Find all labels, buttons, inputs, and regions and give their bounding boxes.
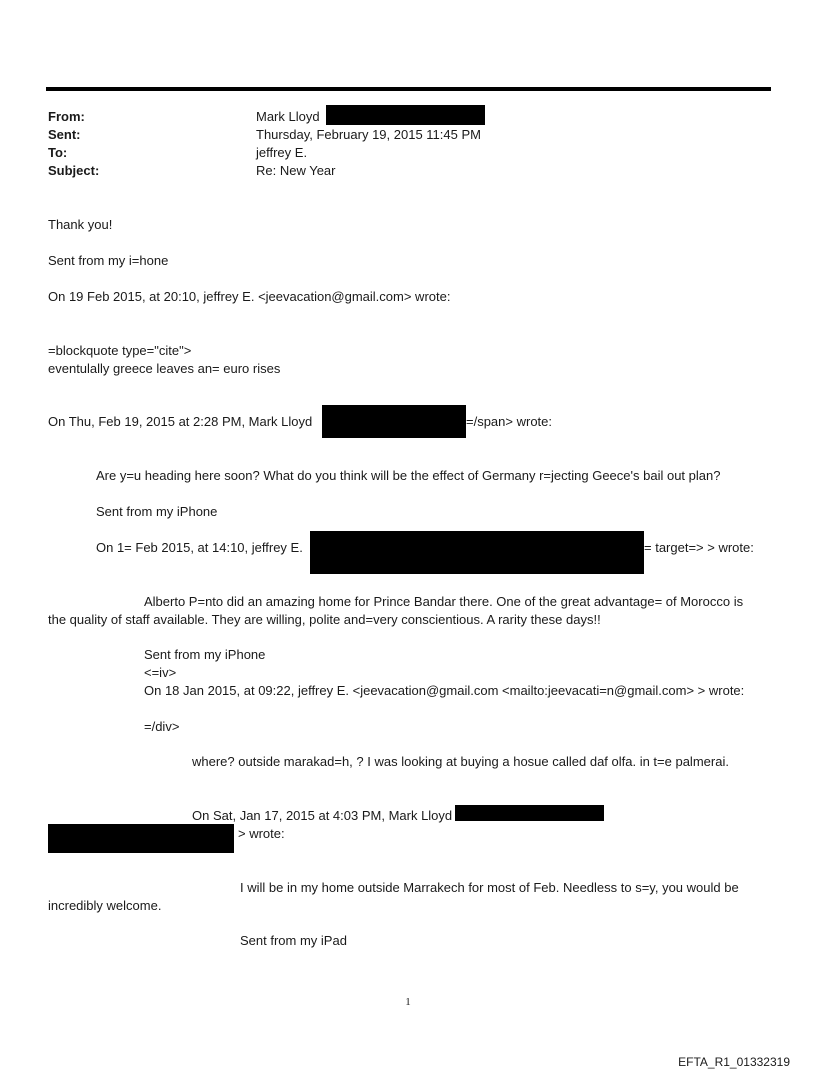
to-label: To:: [48, 145, 68, 160]
body-line: On 18 Jan 2015, at 09:22, jeffrey E. <jeevacation@gmail.com <mailto:jeevacati=n@gmail.com> > wrote:: [144, 683, 745, 698]
redaction-box: [455, 805, 604, 821]
body-line: the quality of staff available. They are willing, polite and=very conscientious. A rarity these days!!: [48, 612, 601, 627]
body-line: =/span> wrote:: [466, 414, 552, 429]
body-line: Alberto P=nto did an amazing home for Prince Bandar there. One of the great advantage= of Morocco is: [144, 594, 744, 609]
sent-label: Sent:: [48, 127, 81, 142]
body-line: <=iv>: [144, 665, 177, 680]
redaction-box: [310, 531, 644, 574]
subject-label: Subject:: [48, 163, 100, 178]
sent-value: Thursday, February 19, 2015 11:45 PM: [256, 127, 481, 142]
body-line: =/div>: [144, 719, 180, 734]
body-line: I will be in my home outside Marrakech for most of Feb. Needless to s=y, you would be: [240, 880, 739, 895]
body-line: incredibly welcome.: [48, 898, 162, 913]
body-line: where? outside marakad=h, ? I was looking at buying a hosue called daf olfa. in t=e palmerai.: [192, 754, 729, 769]
to-value: jeffrey E.: [256, 145, 308, 160]
redaction-box: [48, 824, 234, 853]
from-label: From:: [48, 109, 85, 124]
from-value: Mark Lloyd: [256, 109, 320, 124]
body-line: Thank you!: [48, 217, 113, 232]
redaction-box: [322, 405, 466, 438]
body-line: Sent from my iPhone: [96, 504, 218, 519]
header-rule: [46, 87, 771, 91]
body-line: =blockquote type="cite">: [48, 343, 192, 358]
body-line: > wrote:: [238, 826, 285, 841]
body-line: On 19 Feb 2015, at 20:10, jeffrey E. <jeevacation@gmail.com> wrote:: [48, 289, 451, 304]
bates-number: EFTA_R1_01332319: [678, 1055, 790, 1069]
body-line: = target=> > wrote:: [644, 540, 754, 555]
body-line: On Thu, Feb 19, 2015 at 2:28 PM, Mark Lloyd: [48, 414, 313, 429]
page-number: 1: [405, 996, 411, 1008]
body-line: On Sat, Jan 17, 2015 at 4:03 PM, Mark Lloyd: [192, 808, 453, 823]
body-line: Sent from my iPad: [240, 933, 347, 948]
body-line: Sent from my iPhone: [144, 647, 266, 662]
body-line: Sent from my i=hone: [48, 253, 169, 268]
body-line: Are y=u heading here soon? What do you think will be the effect of Germany r=jecting Geece's bail out plan?: [96, 468, 721, 483]
redaction-box: [326, 105, 485, 125]
body-line: eventulally greece leaves an= euro rises: [48, 361, 281, 376]
body-line: On 1= Feb 2015, at 14:10, jeffrey E.: [96, 540, 303, 555]
subject-value: Re: New Year: [256, 163, 336, 178]
